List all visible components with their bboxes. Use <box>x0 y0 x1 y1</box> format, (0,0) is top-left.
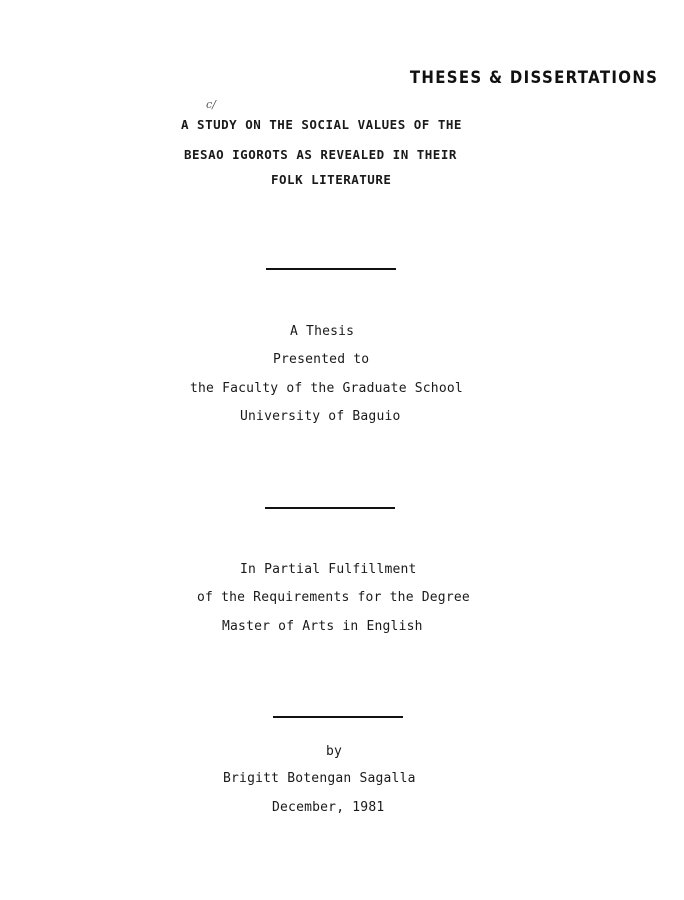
title-line-2: BESAO IGOROTS AS REVEALED IN THEIR <box>184 147 457 162</box>
thesis-line-1: A Thesis <box>290 324 355 339</box>
handwritten-mark: c/ <box>206 98 216 111</box>
divider-rule-2 <box>265 507 395 509</box>
submission-date: December, 1981 <box>272 800 385 815</box>
fulfillment-line-3: Master of Arts in English <box>222 619 423 634</box>
divider-rule-3 <box>273 716 403 718</box>
thesis-line-4: University of Baguio <box>240 409 401 424</box>
fulfillment-line-2: of the Requirements for the Degree <box>197 590 470 605</box>
thesis-line-3: the Faculty of the Graduate School <box>190 381 463 396</box>
fulfillment-line-1: In Partial Fulfillment <box>240 562 417 577</box>
title-line-3: FOLK LITERATURE <box>271 172 392 187</box>
author-name: Brigitt Botengan Sagalla <box>223 771 416 786</box>
divider-rule-1 <box>266 268 396 270</box>
title-line-1: A STUDY ON THE SOCIAL VALUES OF THE <box>181 117 462 132</box>
thesis-line-2: Presented to <box>273 352 370 367</box>
by-label: by <box>326 744 343 759</box>
theses-dissertations-stamp: THESES & DISSERTATIONS <box>409 68 658 88</box>
